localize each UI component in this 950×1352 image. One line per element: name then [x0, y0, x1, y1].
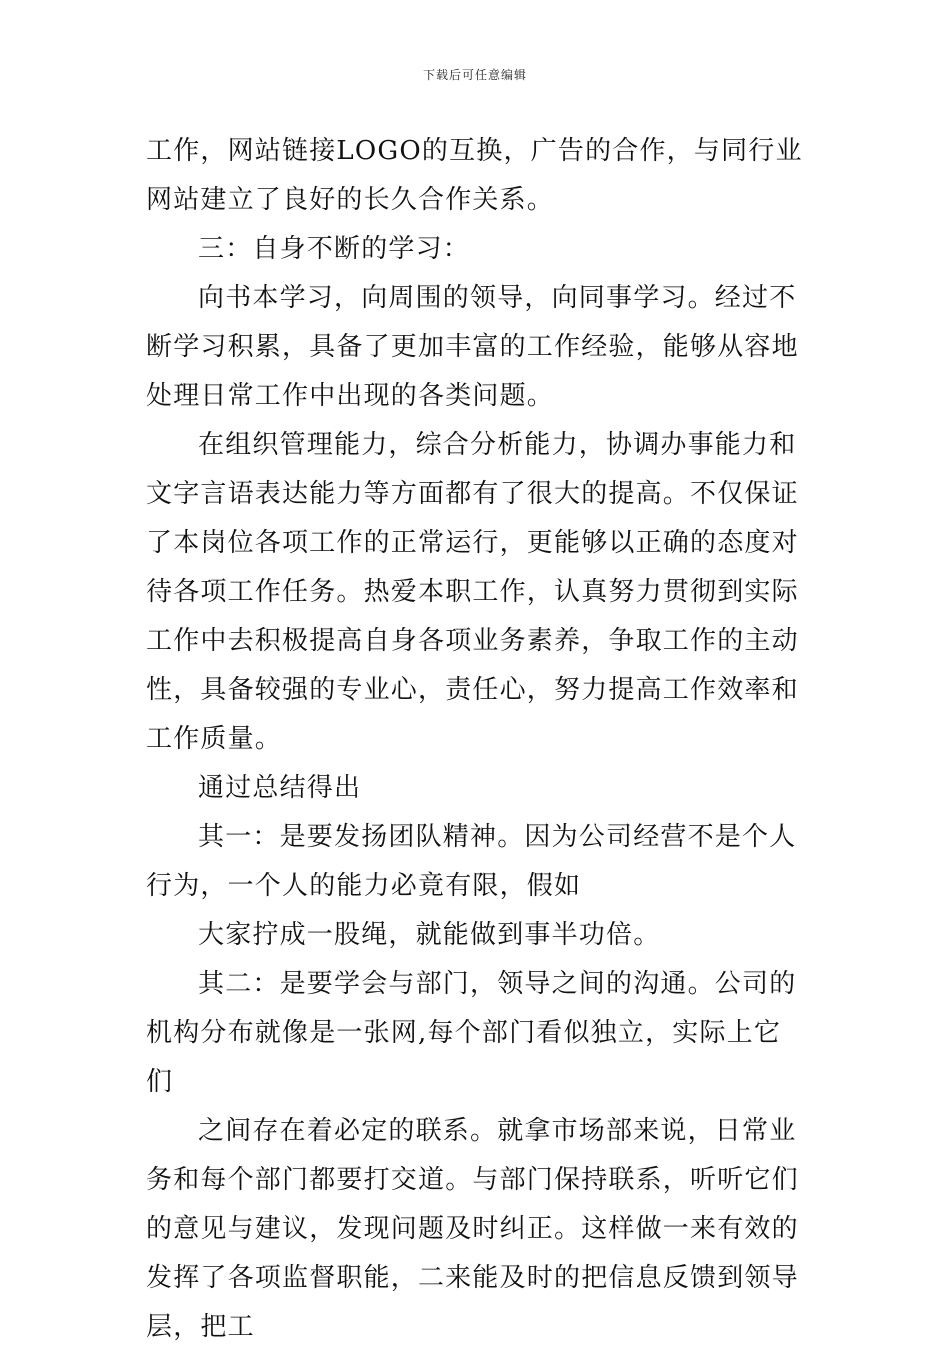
paragraph: 大家拧成一股绳，就能做到事半功倍。: [198, 920, 661, 950]
paragraph: 其二：是要学会与部门，领导之间的沟通。公司的机构分布就像是一张网,每个部门看似独立，实际上它们: [146, 969, 797, 1097]
paragraph: 通过总结得出: [198, 773, 362, 803]
paragraph: 之间存在着必定的联系。就拿市场部来说，日常业务和每个部门都要打交道。与部门保持联系，听听它们的意见与建议，发现问题及时纠正。这样做一来有效的发挥了各项监督职能，二来能及时的把信息反馈到领导层，把工: [146, 1116, 799, 1342]
paragraph: 工作，网站链接LOGO的互换，广告的合作，与同行业网站建立了良好的长久合作关系。: [146, 136, 803, 215]
paragraph: 在组织管理能力，综合分析能力，协调办事能力和文字言语表达能力等方面都有了很大的提高。不仅保证了本岗位各项工作的正常运行，更能够以正确的态度对待各项工作任务。热爱本职工作，认真努力贯彻到实际工作中去积极提高自身各项业务素养，争取工作的主动性，具备较强的专业心，责任心，努力提高工作效率和工作质量。: [146, 430, 799, 754]
page-header: 下载后可任意编辑: [422, 68, 527, 82]
paragraph: 向书本学习，向周围的领导，向同事学习。经过不断学习积累，具备了更加丰富的工作经验，能够从容地处理日常工作中出现的各类问题。: [146, 283, 799, 411]
document-body: [146, 127, 808, 1352]
paragraph: 其一：是要发扬团队精神。因为公司经营不是个人行为，一个人的能力必竟有限，假如: [146, 822, 797, 901]
section-heading: 三：自身不断的学习：: [198, 234, 471, 264]
